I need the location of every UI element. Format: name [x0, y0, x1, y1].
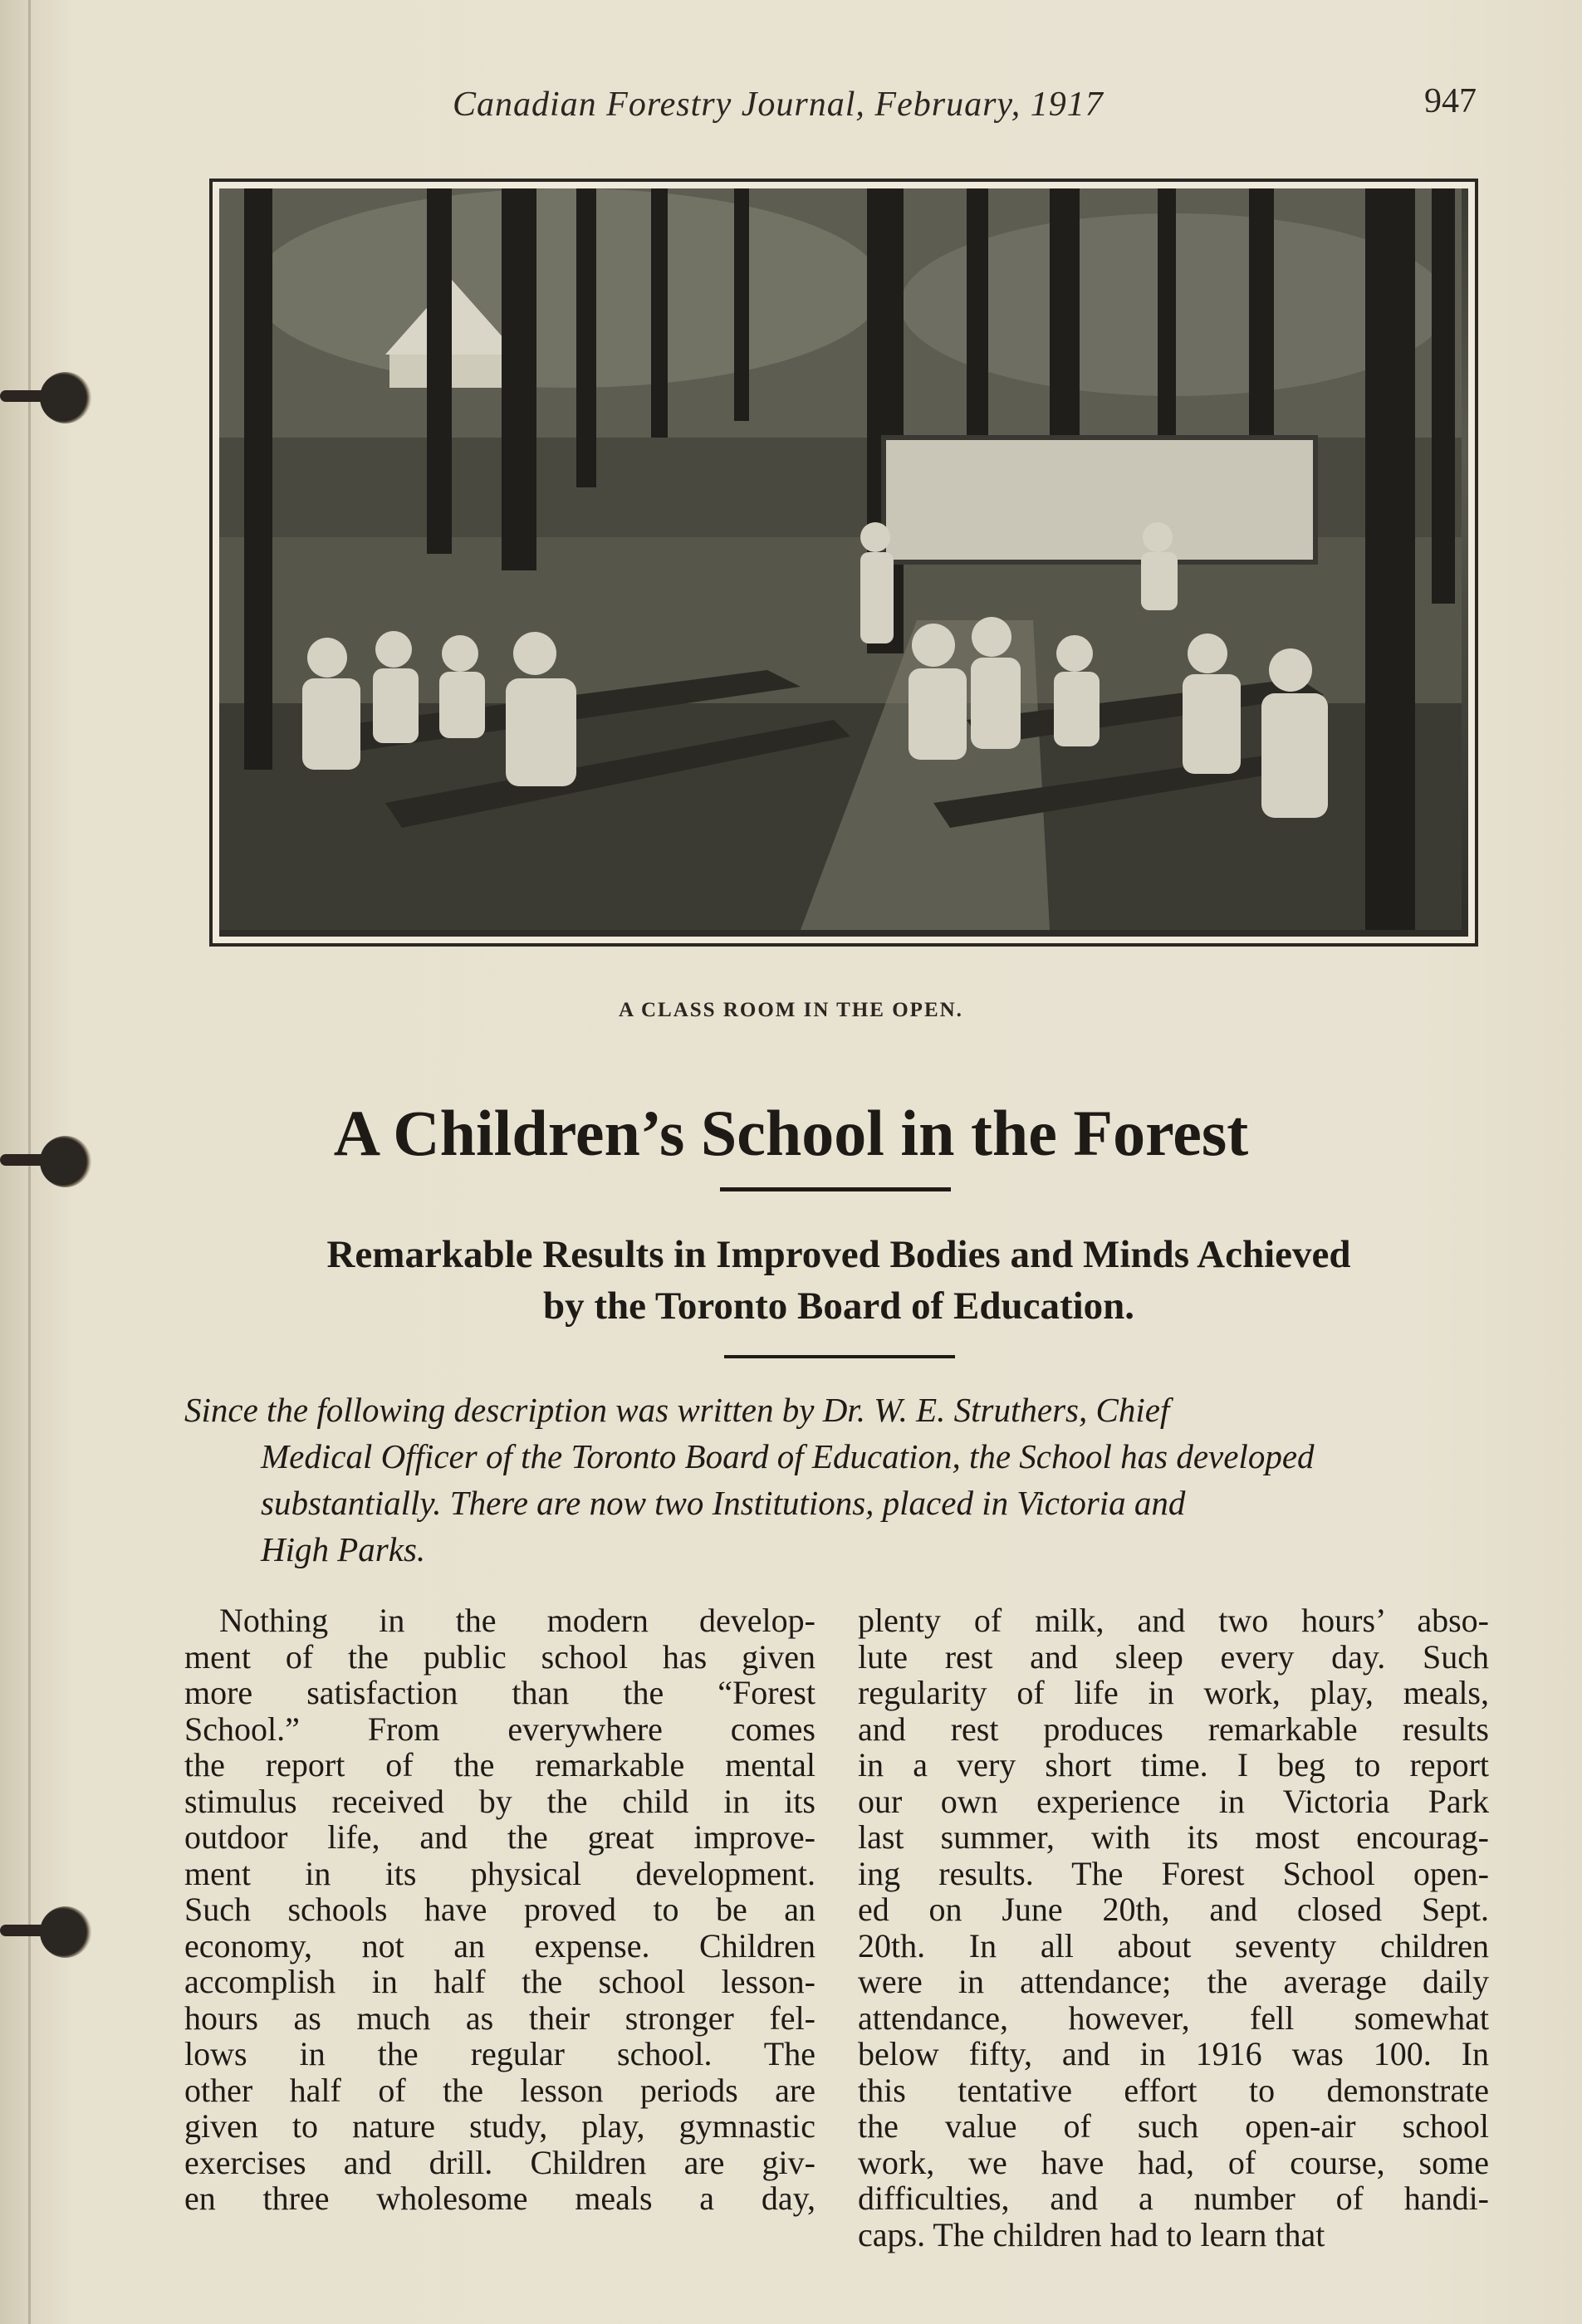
body-line: ed on June 20th, and closed Sept.: [858, 1891, 1489, 1928]
body-line: attendance, however, fell somewhat: [858, 1999, 1489, 2037]
body-line: accomplish in half the school lesson-: [184, 1963, 815, 2000]
body-line: ing results. The Forest School open-: [858, 1854, 1489, 1892]
editor-note-line: High Parks.: [261, 1530, 426, 1568]
body-line: below fifty, and in 1916 was 100. In: [858, 2035, 1489, 2072]
photo-illustration: [219, 188, 1462, 930]
body-line: 20th. In all about seventy children: [858, 1926, 1489, 1964]
body-line: School.” From everywhere comes: [184, 1710, 815, 1748]
title-rule: [720, 1187, 951, 1191]
right-column: [858, 1602, 1489, 2253]
editor-note-line: substantially. There are now two Institutions, placed in Victoria and: [261, 1484, 1186, 1522]
article-subtitle: [174, 1229, 1503, 1332]
subtitle-line: Remarkable Results in Improved Bodies and Minds Achieved: [326, 1233, 1351, 1276]
body-line: hours as much as their stronger fel-: [184, 1999, 815, 2037]
body-line: regularity of life in work, play, meals,: [858, 1674, 1489, 1711]
body-line: work, we have had, of course, some: [858, 2143, 1489, 2181]
forest-classroom-photo: [209, 179, 1478, 947]
left-column: [184, 1602, 815, 2217]
body-line: plenty of milk, and two hours’ abso-: [858, 1602, 1489, 1639]
binding-hole: [40, 1906, 91, 1958]
body-line: Such schools have proved to be an: [184, 1891, 815, 1928]
body-line: difficulties, and a number of handi-: [858, 2180, 1489, 2217]
body-line: were in attendance; the average daily: [858, 1963, 1489, 2000]
article-title: A Children’s School in the Forest: [333, 1097, 1249, 1169]
body-line: Nothing in the modern develop-: [219, 1602, 815, 1639]
body-line: more satisfaction than the “Forest: [184, 1674, 815, 1711]
body-line: in a very short time. I beg to report: [858, 1746, 1489, 1783]
body-line: caps. The children had to learn that: [858, 2215, 1325, 2253]
editor-note-line: Since the following description was written by Dr. W. E. Struthers, Chief: [184, 1391, 1170, 1429]
body-line: other half of the lesson periods are: [184, 2071, 815, 2109]
photo-image: [219, 188, 1468, 937]
body-line: lute rest and sleep every day. Such: [858, 1637, 1489, 1676]
body-line: given to nature study, play, gymnastic: [184, 2107, 815, 2145]
body-line: our own experience in Victoria Park: [858, 1782, 1489, 1820]
subtitle-line: by the Toronto Board of Education.: [542, 1284, 1135, 1328]
body-line: ment in its physical development.: [184, 1854, 815, 1892]
body-line: and rest produces remarkable results: [858, 1710, 1489, 1748]
body-line: ment of the public school has given: [184, 1637, 815, 1676]
binding-hole: [40, 372, 91, 423]
body-line: lows in the regular school. The: [184, 2035, 815, 2072]
photo-caption: A CLASS ROOM IN THE OPEN.: [619, 999, 963, 1021]
body-line: outdoor life, and the great improve-: [184, 1818, 815, 1856]
body-line: economy, not an expense. Children: [184, 1926, 815, 1964]
body-line: this tentative effort to demonstrate: [858, 2071, 1489, 2109]
page-number: 947: [1424, 82, 1477, 120]
body-line: stimulus received by the child in its: [184, 1782, 815, 1820]
body-line: the report of the remarkable mental: [184, 1746, 815, 1783]
body-line: exercises and drill. Children are giv-: [184, 2143, 815, 2181]
body-line: en three wholesome meals a day,: [184, 2180, 815, 2217]
editor-note-line: Medical Officer of the Toronto Board of Education, the School has developed: [261, 1437, 1315, 1475]
subtitle-rule: [724, 1355, 955, 1358]
editor-note: [184, 1387, 1488, 1573]
running-header: Canadian Forestry Journal, February, 1917: [453, 86, 1104, 124]
body-line: the value of such open-air school: [858, 2107, 1489, 2145]
body-line: last summer, with its most encourag-: [858, 1818, 1489, 1856]
